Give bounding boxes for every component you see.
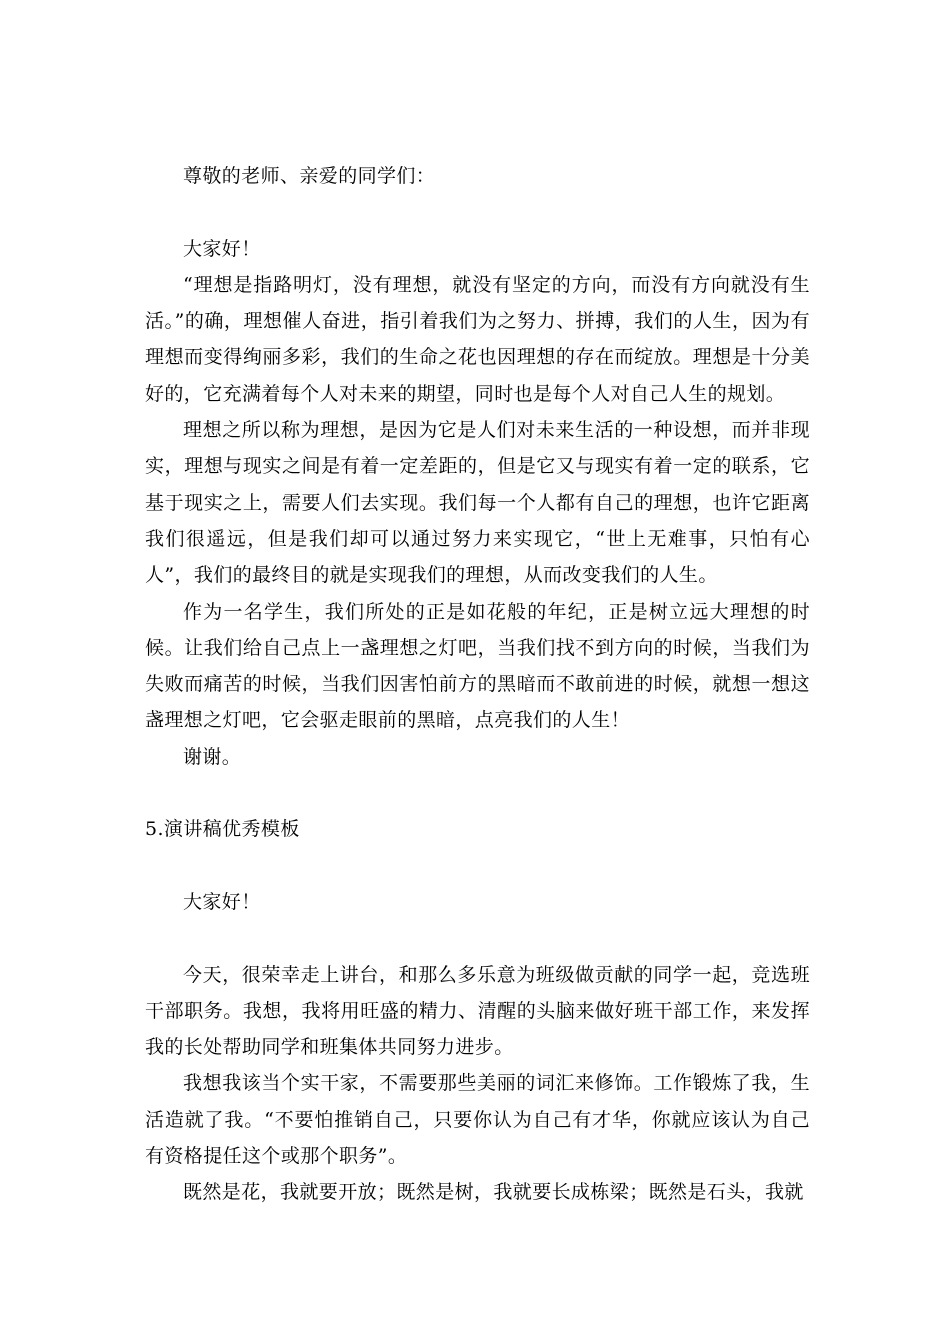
blank-line: [145, 848, 810, 884]
section-heading: 5.演讲稿优秀模板: [145, 818, 300, 841]
greeting: 大家好！: [183, 890, 261, 913]
blank-line: [145, 194, 810, 230]
thanks-line: 谢谢。: [183, 745, 242, 768]
greeting: 大家好！: [183, 237, 261, 260]
paragraph: 理想之所以称为理想，是因为它是人们对未来生活的一种设想，而并非现实，理想与现实之间是有着一定差距的，但是它又与现实有着一定的联系，它基于现实之上，需要人们去实现。我们每一个人都有自己的理想，也许它距离我们很遥远，但是我们却可以通过努力来实现它，“世上无难事，只怕有心人”，我们的最终目的就是实现我们的理想，从而改变我们的人生。: [145, 419, 810, 587]
paragraph: 作为一名学生，我们所处的正是如花般的年纪，正是树立远大理想的时候。让我们给自己点上一盏理想之灯吧，当我们找不到方向的时候，当我们为失败而痛苦的时候，当我们因害怕前方的黑暗而不敢前进的时候，就想一想这盏理想之灯吧，它会驱走眼前的黑暗，点亮我们的人生！: [145, 600, 810, 732]
blank-line: [145, 920, 810, 956]
document-body: [145, 158, 810, 1211]
blank-line: [145, 775, 810, 811]
paragraph: 今天，很荣幸走上讲台，和那么多乐意为班级做贡献的同学一起，竞选班干部职务。我想，我将用旺盛的精力、清醒的头脑来做好班干部工作，来发挥我的长处帮助同学和班集体共同努力进步。: [145, 963, 810, 1059]
salutation: 尊敬的老师、亲爱的同学们：: [183, 165, 436, 187]
paragraph: 我想我该当个实干家，不需要那些美丽的词汇来修饰。工作锻炼了我，生活造就了我。“不要怕推销自己，只要你认为自己有才华，你就应该认为自己有资格提任这个或那个职务”。: [145, 1072, 810, 1168]
paragraph: “理想是指路明灯，没有理想，就没有坚定的方向，而没有方向就没有生活。”的确，理想催人奋进，指引着我们为之努力、拼搏，我们的人生，因为有理想而变得绚丽多彩，我们的生命之花也因理想的存在而绽放。理想是十分美好的，它充满着每个人对未来的期望，同时也是每个人对自己人生的规划。: [145, 273, 810, 405]
paragraph: 既然是花，我就要开放；既然是树，我就要长成栋梁；既然是石头，我就: [183, 1181, 804, 1204]
